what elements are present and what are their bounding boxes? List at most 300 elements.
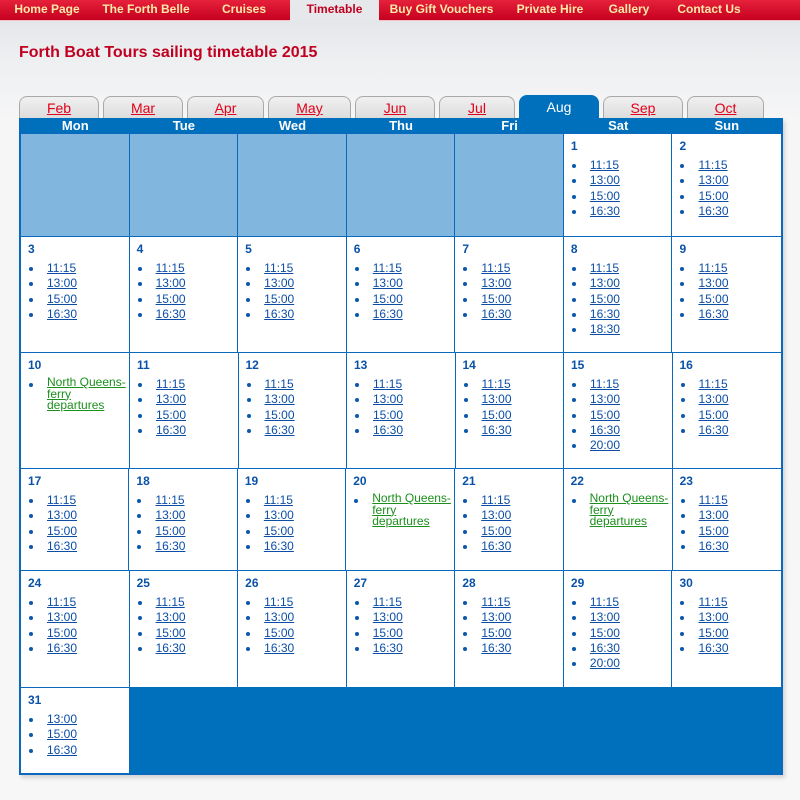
sailing-time-link[interactable]: 16:30 bbox=[373, 422, 404, 437]
sailing-item bbox=[354, 292, 455, 307]
sailing-list bbox=[463, 377, 564, 438]
sailing-time-link[interactable]: 16:30 bbox=[698, 306, 729, 321]
sailing-item bbox=[137, 292, 238, 307]
sailing-time-link[interactable]: 13:00 bbox=[698, 173, 729, 188]
day-number: 23 bbox=[679, 474, 693, 488]
sailing-time-link[interactable]: 13:00 bbox=[589, 276, 620, 291]
sailing-time-link[interactable]: 13:00 bbox=[47, 712, 78, 726]
sailing-time-link[interactable]: 20:00 bbox=[590, 438, 621, 453]
sailing-item bbox=[462, 524, 562, 539]
day-cell-17 bbox=[21, 468, 129, 570]
day-cell-2 bbox=[672, 133, 781, 236]
sailing-item bbox=[245, 610, 346, 625]
sailing-list bbox=[28, 595, 129, 656]
day-number: 1 bbox=[570, 139, 578, 153]
sailing-time-link[interactable]: 15:00 bbox=[47, 291, 78, 306]
sailing-item bbox=[137, 641, 238, 656]
sailing-item bbox=[28, 292, 129, 307]
sailing-item bbox=[680, 377, 782, 392]
sailing-time-link[interactable]: 16:30 bbox=[698, 422, 729, 437]
sailing-time-link[interactable]: 16:30 bbox=[155, 640, 186, 655]
sailing-time-link[interactable]: 11:15 bbox=[156, 377, 186, 391]
weekday-sat: Sat bbox=[608, 118, 629, 133]
sailing-time-link[interactable]: 15:00 bbox=[264, 291, 295, 306]
day-cell-20 bbox=[346, 468, 455, 570]
sailing-time-link[interactable]: 15:00 bbox=[481, 291, 512, 306]
tab-label[interactable]: Apr bbox=[214, 100, 237, 116]
sailing-time-link[interactable]: 15:00 bbox=[481, 523, 512, 538]
tab-may[interactable] bbox=[268, 96, 351, 119]
sailing-item bbox=[571, 392, 672, 407]
sailing-item bbox=[462, 626, 563, 641]
sailing-item bbox=[28, 493, 128, 508]
sailing-time-link[interactable]: 16:30 bbox=[481, 640, 512, 655]
sailing-time-link[interactable]: 11:15 bbox=[481, 595, 511, 609]
day-cell-23 bbox=[673, 468, 781, 570]
sailing-item bbox=[571, 610, 672, 625]
sailing-time-link[interactable]: 11:15 bbox=[47, 261, 77, 275]
sailing-item bbox=[679, 626, 781, 641]
sailing-time-link[interactable]: 15:00 bbox=[481, 407, 512, 422]
sailing-time-link[interactable]: 13:00 bbox=[47, 610, 78, 625]
sailing-item bbox=[353, 493, 454, 529]
sailing-time-link[interactable]: 16:30 bbox=[156, 422, 187, 437]
sailing-item bbox=[137, 408, 238, 423]
day-cell-30 bbox=[672, 570, 781, 687]
sailing-time-link[interactable]: 15:00 bbox=[47, 523, 78, 538]
sailing-time-link[interactable]: 11:15 bbox=[481, 377, 511, 391]
day-number: 25 bbox=[136, 576, 150, 590]
sailing-list bbox=[571, 493, 672, 529]
sailing-time-link[interactable]: 15:00 bbox=[698, 188, 729, 203]
week-row bbox=[21, 570, 781, 687]
day-cell-11 bbox=[130, 352, 239, 468]
sailing-time-link[interactable]: 11:15 bbox=[264, 377, 294, 391]
sailing-time-link[interactable]: 13:00 bbox=[155, 276, 186, 291]
sailing-item bbox=[245, 524, 345, 539]
sailing-list bbox=[137, 595, 238, 656]
sailing-time-link[interactable]: 13:00 bbox=[590, 392, 621, 407]
sailing-time-link[interactable]: 15:00 bbox=[589, 188, 620, 203]
sailing-item bbox=[354, 392, 455, 407]
sailing-time-link[interactable]: 11:15 bbox=[698, 158, 728, 172]
tab-aug[interactable] bbox=[519, 95, 599, 119]
day-cell-27 bbox=[347, 570, 456, 687]
tab-jul[interactable] bbox=[439, 96, 515, 119]
sailing-time-link[interactable]: 16:30 bbox=[47, 640, 78, 655]
empty-day-cell bbox=[672, 687, 781, 773]
sailing-list bbox=[137, 377, 238, 438]
sailing-time-link[interactable]: 11:15 bbox=[589, 158, 620, 172]
sailing-item bbox=[571, 656, 672, 671]
sailing-time-link[interactable]: 16:30 bbox=[589, 306, 620, 321]
sailing-time-link[interactable]: 13:00 bbox=[47, 508, 78, 523]
day-cell-26 bbox=[238, 570, 347, 687]
day-cell-18 bbox=[129, 468, 237, 570]
sailing-item bbox=[137, 595, 238, 610]
sailing-item bbox=[28, 539, 128, 554]
sailing-time-link[interactable]: 18:30 bbox=[589, 322, 620, 337]
nav-item-home-page[interactable]: Home Page bbox=[14, 2, 80, 16]
sailing-item bbox=[354, 641, 455, 656]
sailing-list bbox=[571, 261, 672, 337]
sailing-time-link[interactable]: 11:15 bbox=[589, 261, 620, 275]
tab-label[interactable]: Jul bbox=[468, 100, 486, 116]
sailing-time-link[interactable]: 11:15 bbox=[698, 377, 728, 391]
sailing-time-link[interactable]: 16:30 bbox=[372, 306, 403, 321]
nav-item-contact-us[interactable]: Contact Us bbox=[677, 2, 741, 16]
weekday-header bbox=[21, 118, 781, 133]
sailing-item bbox=[462, 307, 563, 322]
sailing-item bbox=[137, 610, 238, 625]
empty-day-cell bbox=[455, 133, 564, 236]
sailing-item bbox=[28, 712, 129, 727]
sailing-list bbox=[462, 261, 563, 322]
sailing-time-link[interactable]: 15:00 bbox=[264, 407, 295, 422]
sailing-item bbox=[28, 276, 129, 291]
sailing-item bbox=[462, 610, 563, 625]
sailing-time-link[interactable]: 16:30 bbox=[264, 306, 295, 321]
sailing-time-link[interactable]: 15:00 bbox=[373, 407, 404, 422]
north-queensferry-departures-link[interactable]: North Queens-ferry departures bbox=[372, 491, 451, 528]
sailing-time-link[interactable]: 11:15 bbox=[47, 595, 77, 609]
sailing-time-link[interactable]: 15:00 bbox=[372, 625, 403, 640]
day-number: 4 bbox=[136, 242, 144, 256]
day-cell-25 bbox=[130, 570, 239, 687]
sailing-item bbox=[354, 595, 455, 610]
day-number: 17 bbox=[28, 474, 42, 488]
sailing-time-link[interactable]: 13:00 bbox=[698, 508, 729, 523]
day-number: 16 bbox=[679, 358, 693, 372]
tab-label[interactable]: Oct bbox=[714, 100, 737, 116]
sailing-time-link[interactable]: 16:30 bbox=[155, 306, 186, 321]
sailing-item bbox=[28, 307, 129, 322]
sailing-time-link[interactable]: 15:00 bbox=[698, 625, 729, 640]
sailing-time-link[interactable]: 15:00 bbox=[264, 625, 295, 640]
sailing-time-link[interactable]: 13:00 bbox=[372, 276, 403, 291]
sailing-list bbox=[353, 493, 454, 529]
sailing-time-link[interactable]: 16:30 bbox=[698, 203, 729, 218]
sailing-time-link[interactable]: 13:00 bbox=[481, 276, 512, 291]
sailing-item bbox=[571, 307, 672, 322]
sailing-item bbox=[246, 408, 347, 423]
sailing-list bbox=[571, 158, 672, 219]
sailing-time-link[interactable]: 16:30 bbox=[481, 422, 512, 437]
sailing-time-link[interactable]: 15:00 bbox=[155, 625, 186, 640]
nav-item-private-hire[interactable]: Private Hire bbox=[516, 2, 584, 16]
sailing-item bbox=[680, 408, 782, 423]
sailing-time-link[interactable]: 15:00 bbox=[155, 523, 186, 538]
sailing-time-link[interactable]: 13:00 bbox=[47, 276, 78, 291]
sailing-item bbox=[679, 204, 781, 219]
sailing-time-link[interactable]: 15:00 bbox=[698, 291, 729, 306]
sailing-item bbox=[354, 377, 455, 392]
nav-item-gallery[interactable]: Gallery bbox=[608, 2, 650, 16]
sailing-time-link[interactable]: 13:00 bbox=[589, 610, 620, 625]
sailing-time-link[interactable]: 15:00 bbox=[481, 625, 512, 640]
sailing-item bbox=[137, 377, 238, 392]
day-cell-19 bbox=[238, 468, 346, 570]
day-cell-4 bbox=[130, 236, 239, 352]
sailing-list bbox=[245, 493, 345, 554]
day-number: 13 bbox=[354, 358, 368, 372]
empty-day-cell bbox=[347, 133, 456, 236]
nav-item-cruises[interactable]: Cruises bbox=[221, 2, 267, 16]
sailing-item bbox=[680, 508, 781, 523]
sailing-time-link[interactable]: 16:30 bbox=[372, 640, 403, 655]
sailing-item bbox=[571, 189, 672, 204]
sailing-item bbox=[28, 377, 129, 413]
empty-day-cell bbox=[564, 687, 673, 773]
sailing-time-link[interactable]: 15:00 bbox=[263, 523, 294, 538]
week-row bbox=[21, 687, 781, 773]
tab-label[interactable]: Sep bbox=[630, 100, 656, 116]
day-number: 30 bbox=[679, 576, 693, 590]
sailing-item bbox=[571, 261, 672, 276]
top-navigation bbox=[0, 0, 800, 21]
day-number: 9 bbox=[679, 242, 687, 256]
sailing-time-link[interactable]: 11:15 bbox=[698, 595, 728, 609]
sailing-time-link[interactable]: 15:00 bbox=[698, 523, 729, 538]
sailing-time-link[interactable]: 15:00 bbox=[589, 291, 620, 306]
sailing-time-link[interactable]: 11:15 bbox=[372, 261, 402, 275]
sailing-item bbox=[679, 261, 781, 276]
sailing-item bbox=[136, 493, 236, 508]
north-queensferry-departures-link[interactable]: North Queens-ferry departures bbox=[47, 375, 126, 412]
sailing-item bbox=[571, 493, 672, 529]
nav-item-the-forth-belle[interactable]: The Forth Belle bbox=[102, 2, 190, 16]
sailing-list bbox=[28, 493, 128, 554]
tab-label[interactable]: Feb bbox=[46, 100, 72, 116]
sailing-item bbox=[462, 595, 563, 610]
sailing-time-link[interactable]: 13:00 bbox=[373, 392, 404, 407]
sailing-item bbox=[354, 626, 455, 641]
day-number: 2 bbox=[679, 139, 687, 153]
sailing-time-link[interactable]: 11:15 bbox=[47, 493, 77, 507]
sailing-item bbox=[28, 727, 129, 742]
sailing-item bbox=[137, 276, 238, 291]
sailing-item bbox=[571, 423, 672, 438]
sailing-item bbox=[28, 261, 129, 276]
day-cell-24 bbox=[21, 570, 130, 687]
tab-jun[interactable] bbox=[355, 96, 435, 119]
sailing-item bbox=[679, 173, 781, 188]
sailing-time-link[interactable]: 15:00 bbox=[372, 291, 403, 306]
day-cell-14 bbox=[456, 352, 565, 468]
sailing-item bbox=[246, 423, 347, 438]
tab-feb[interactable] bbox=[19, 96, 99, 119]
nav-item-timetable[interactable]: Timetable bbox=[290, 0, 379, 21]
sailing-time-link[interactable]: 13:00 bbox=[372, 610, 403, 625]
tab-label[interactable]: May bbox=[296, 100, 323, 116]
sailing-time-link[interactable]: 16:30 bbox=[47, 538, 78, 553]
sailing-time-link[interactable]: 13:00 bbox=[155, 610, 186, 625]
sailing-item bbox=[680, 539, 781, 554]
day-number: 7 bbox=[462, 242, 469, 256]
day-number: 6 bbox=[353, 242, 361, 256]
sailing-item bbox=[571, 276, 672, 291]
sailing-time-link[interactable]: 13:00 bbox=[264, 610, 295, 625]
sailing-time-link[interactable]: 11:15 bbox=[698, 261, 728, 275]
sailing-item bbox=[354, 610, 455, 625]
day-cell-3 bbox=[21, 236, 130, 352]
day-cell-31 bbox=[21, 687, 130, 773]
tab-label[interactable]: Aug bbox=[546, 99, 572, 115]
empty-day-cell bbox=[455, 687, 564, 773]
day-cell-1 bbox=[564, 133, 673, 236]
day-number: 5 bbox=[245, 242, 252, 256]
week-row bbox=[21, 352, 781, 468]
sailing-item bbox=[28, 610, 129, 625]
sailing-time-link[interactable]: 13:00 bbox=[698, 276, 729, 291]
sailing-time-link[interactable]: 11:15 bbox=[481, 261, 511, 275]
sailing-time-link[interactable]: 16:30 bbox=[481, 538, 512, 553]
sailing-time-link[interactable]: 16:30 bbox=[155, 538, 186, 553]
sailing-item bbox=[463, 392, 564, 407]
tab-mar[interactable] bbox=[103, 96, 183, 119]
day-cell-13 bbox=[347, 352, 456, 468]
tab-apr[interactable] bbox=[187, 96, 264, 119]
sailing-item bbox=[462, 292, 563, 307]
sailing-item bbox=[245, 595, 346, 610]
tab-label[interactable]: Mar bbox=[130, 100, 156, 116]
day-number: 15 bbox=[571, 358, 585, 372]
sailing-time-link[interactable]: 15:00 bbox=[47, 727, 78, 742]
sailing-time-link[interactable]: 13:00 bbox=[481, 508, 512, 523]
tab-label[interactable]: Jun bbox=[383, 100, 407, 116]
sailing-item bbox=[680, 493, 781, 508]
month-tabs bbox=[19, 95, 768, 119]
sailing-time-link[interactable]: 15:00 bbox=[156, 407, 187, 422]
weekday-mon: Mon bbox=[61, 118, 89, 133]
sailing-time-link[interactable]: 11:15 bbox=[264, 595, 294, 609]
sailing-item bbox=[463, 408, 564, 423]
sailing-item bbox=[679, 595, 781, 610]
sailing-time-link[interactable]: 11:15 bbox=[589, 595, 620, 609]
sailing-item bbox=[679, 158, 781, 173]
sailing-time-link[interactable]: 13:00 bbox=[481, 610, 512, 625]
sailing-item bbox=[354, 408, 455, 423]
sailing-time-link[interactable]: 16:30 bbox=[47, 742, 78, 757]
sailing-time-link[interactable]: 13:00 bbox=[698, 392, 729, 407]
sailing-item bbox=[571, 204, 672, 219]
sailing-time-link[interactable]: 16:30 bbox=[698, 640, 729, 655]
sailing-time-link[interactable]: 11:15 bbox=[155, 595, 185, 609]
day-cell-10 bbox=[21, 352, 130, 468]
day-cell-28 bbox=[455, 570, 564, 687]
day-cell-16 bbox=[673, 352, 782, 468]
day-number: 14 bbox=[462, 358, 476, 372]
sailing-item bbox=[246, 377, 347, 392]
sailing-list bbox=[462, 595, 563, 656]
sailing-time-link[interactable]: 16:30 bbox=[264, 422, 295, 437]
sailing-item bbox=[245, 276, 346, 291]
day-number: 28 bbox=[462, 576, 476, 590]
day-cell-6 bbox=[347, 236, 456, 352]
day-number: 12 bbox=[245, 358, 259, 372]
sailing-item bbox=[28, 626, 129, 641]
day-cell-7 bbox=[455, 236, 564, 352]
sailing-time-link[interactable]: 13:00 bbox=[263, 508, 294, 523]
sailing-time-link[interactable]: 16:30 bbox=[589, 203, 620, 218]
sailing-time-link[interactable]: 15:00 bbox=[589, 625, 620, 640]
sailing-time-link[interactable]: 11:15 bbox=[155, 493, 185, 507]
sailing-time-link[interactable]: 11:15 bbox=[373, 377, 403, 391]
sailing-time-link[interactable]: 13:00 bbox=[589, 173, 620, 188]
sailing-item bbox=[463, 377, 564, 392]
nav-item-buy-gift-vouchers[interactable]: Buy Gift Vouchers bbox=[389, 2, 494, 16]
day-cell-8 bbox=[564, 236, 673, 352]
sailing-item bbox=[571, 626, 672, 641]
sailing-time-link[interactable]: 13:00 bbox=[698, 610, 729, 625]
tab-oct[interactable] bbox=[687, 96, 764, 119]
north-queensferry-departures-link[interactable]: North Queens-ferry departures bbox=[589, 491, 669, 528]
calendar-grid bbox=[19, 118, 783, 775]
sailing-time-link[interactable]: 15:00 bbox=[590, 407, 621, 422]
tab-sep[interactable] bbox=[603, 96, 683, 119]
sailing-time-link[interactable]: 15:00 bbox=[155, 291, 186, 306]
sailing-time-link[interactable]: 13:00 bbox=[264, 392, 295, 407]
sailing-time-link[interactable]: 15:00 bbox=[698, 407, 729, 422]
sailing-list bbox=[28, 261, 129, 322]
sailing-item bbox=[571, 438, 672, 453]
day-cell-22 bbox=[564, 468, 673, 570]
sailing-time-link[interactable]: 11:15 bbox=[155, 261, 185, 275]
sailing-time-link[interactable]: 16:30 bbox=[263, 538, 294, 553]
sailing-time-link[interactable]: 11:15 bbox=[263, 493, 293, 507]
sailing-list bbox=[28, 377, 129, 413]
sailing-item bbox=[462, 493, 562, 508]
sailing-time-link[interactable]: 16:30 bbox=[590, 422, 621, 437]
sailing-time-link[interactable]: 13:00 bbox=[481, 392, 512, 407]
sailing-item bbox=[680, 423, 782, 438]
sailing-time-link[interactable]: 16:30 bbox=[481, 306, 512, 321]
sailing-item bbox=[28, 508, 128, 523]
sailing-item bbox=[245, 539, 345, 554]
sailing-list bbox=[354, 595, 455, 656]
day-cell-21 bbox=[455, 468, 563, 570]
sailing-time-link[interactable]: 11:15 bbox=[698, 493, 728, 507]
sailing-item bbox=[245, 307, 346, 322]
sailing-item bbox=[571, 408, 672, 423]
sailing-list bbox=[354, 377, 455, 438]
sailing-time-link[interactable]: 13:00 bbox=[264, 276, 295, 291]
sailing-item bbox=[246, 392, 347, 407]
sailing-item bbox=[137, 307, 238, 322]
sailing-time-link[interactable]: 11:15 bbox=[372, 595, 402, 609]
sailing-time-link[interactable]: 16:30 bbox=[698, 538, 729, 553]
sailing-item bbox=[245, 493, 345, 508]
sailing-time-link[interactable]: 13:00 bbox=[156, 392, 187, 407]
sailing-time-link[interactable]: 20:00 bbox=[589, 656, 620, 671]
sailing-time-link[interactable]: 16:30 bbox=[264, 640, 295, 655]
sailing-time-link[interactable]: 11:15 bbox=[481, 493, 511, 507]
sailing-item bbox=[462, 508, 562, 523]
day-number: 20 bbox=[353, 474, 367, 488]
sailing-list bbox=[679, 158, 781, 219]
sailing-list bbox=[137, 261, 238, 322]
sailing-time-link[interactable]: 16:30 bbox=[47, 306, 78, 321]
week-row bbox=[21, 133, 781, 236]
sailing-item bbox=[571, 595, 672, 610]
sailing-time-link[interactable]: 15:00 bbox=[47, 625, 78, 640]
sailing-item bbox=[679, 292, 781, 307]
sailing-time-link[interactable]: 16:30 bbox=[589, 640, 620, 655]
sailing-time-link[interactable]: 11:15 bbox=[264, 261, 294, 275]
sailing-time-link[interactable]: 13:00 bbox=[155, 508, 186, 523]
sailing-time-link[interactable]: 11:15 bbox=[590, 377, 620, 391]
sailing-item bbox=[571, 158, 672, 173]
